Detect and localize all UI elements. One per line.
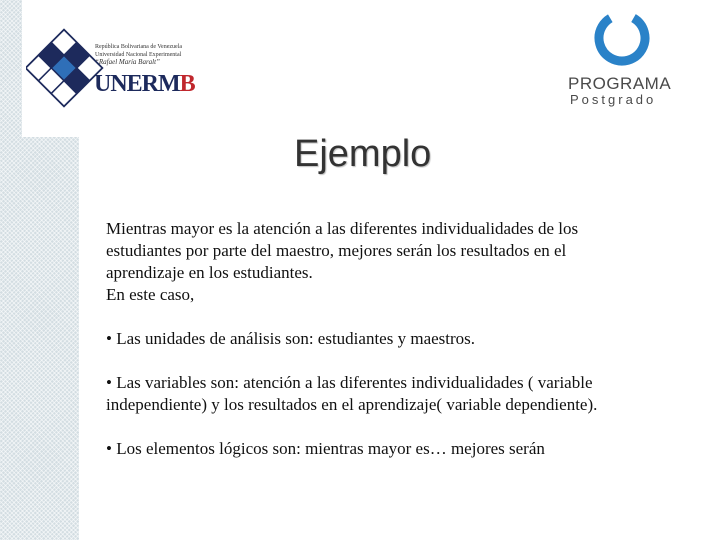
programa-ring-logo-icon — [592, 8, 652, 68]
bullet-variables-line-2: independiente) y los resultados en el aprendizaje( variable dependiente). — [106, 395, 598, 414]
unermb-wordmark-main: UNERM — [94, 71, 180, 97]
spacer — [106, 350, 696, 372]
institution-line-2: Universidad Nacional Experimental — [95, 51, 182, 58]
slide-body — [106, 218, 696, 460]
bullet-units: • Las unidades de análisis son: estudiantes y maestros. — [106, 329, 476, 348]
institution-line-3: “Rafael María Baralt” — [95, 58, 160, 66]
intro-line-1: Mientras mayor es la atención a las diferentes individualidades de los — [106, 219, 579, 238]
spacer — [106, 416, 696, 438]
case-line: En este caso, — [106, 285, 195, 304]
programa-subtitle: Postgrado — [570, 92, 657, 107]
intro-line-3: aprendizaje en los estudiantes. — [106, 263, 313, 282]
bullet-variables-line-1: • Las variables son: atención a las diferentes individualidades ( variable — [106, 373, 593, 392]
unermb-wordmark — [94, 72, 195, 96]
programa-title: PROGRAMA — [568, 74, 672, 93]
institution-line-1: República Bolivariana de Venezuela — [95, 44, 183, 50]
unermb-wordmark-last: B — [179, 71, 195, 97]
spacer — [106, 306, 696, 328]
bullet-logical-elements: • Los elementos lógicos son: mientras mayor es… mejores serán — [106, 439, 545, 458]
intro-line-2: estudiantes por parte del maestro, mejores serán los resultados en el — [106, 241, 567, 260]
unermb-institution-text — [95, 44, 215, 67]
slide-title: Ejemplo — [294, 133, 432, 175]
